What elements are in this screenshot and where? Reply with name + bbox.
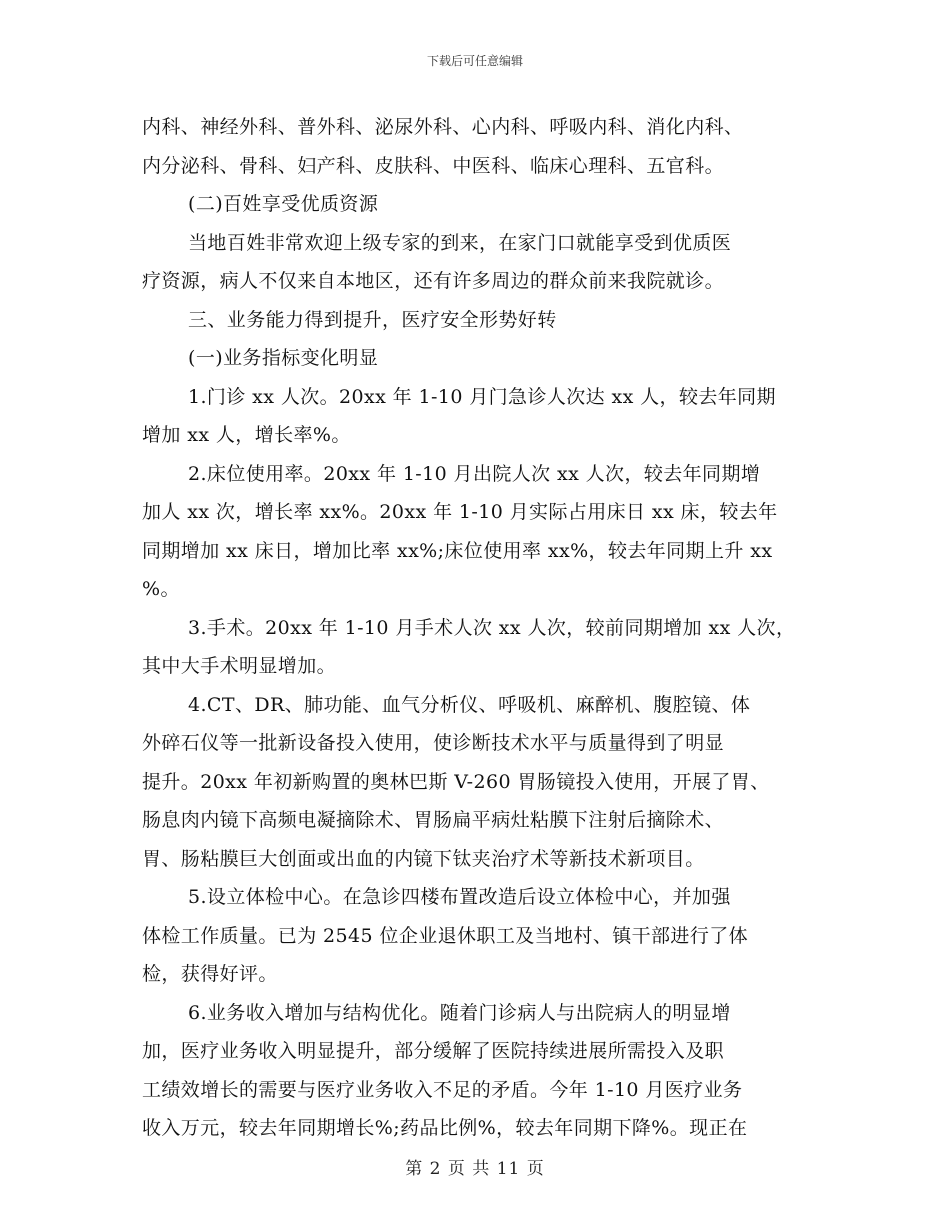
text-line: (二)百姓享受优质资源 bbox=[188, 193, 379, 215]
text-line: 工绩效增长的需要与医疗业务收入不足的矛盾。今年 1-10 月医疗业务 bbox=[142, 1078, 743, 1101]
text-line: 当地百姓非常欢迎上级专家的到来，在家门口就能享受到优质医 bbox=[188, 231, 732, 254]
text-line: 检，获得好评。 bbox=[142, 963, 278, 985]
text-line: 5.设立体检中心。在急诊四楼布置改造后设立体检中心，并加强 bbox=[188, 886, 731, 908]
text-line: 体检工作质量。已为 2545 位企业退休职工及当地村、镇干部进行了体 bbox=[142, 924, 749, 947]
text-line: 收入万元，较去年同期增长%;药品比例%，较去年同期下降%。现正在 bbox=[142, 1117, 748, 1139]
text-line: 外碎石仪等一批新设备投入使用，使诊断技术水平与质量得到了明显 bbox=[142, 732, 725, 754]
document-body bbox=[142, 108, 814, 1148]
text-line: 增加 xx 人，增长率%。 bbox=[142, 424, 351, 446]
text-line: 内分泌科、骨科、妇产科、皮肤科、中医科、临床心理科、五官科。 bbox=[142, 154, 725, 177]
text-line: 6.业务收入增加与结构优化。随着门诊病人与出院病人的明显增 bbox=[188, 1001, 731, 1024]
text-line: 同期增加 xx 床日，增加比率 xx%;床位使用率 xx%，较去年同期上升 xx bbox=[142, 539, 773, 562]
text-line: 提升。20xx 年初新购置的奥林巴斯 V-260 胃肠镜投入使用，开展了胃、 bbox=[142, 770, 770, 793]
text-line: 肠息肉内镜下高频电凝摘除术、胃肠扁平病灶粘膜下注射后摘除术、 bbox=[142, 809, 725, 831]
page-header: 下载后可任意编辑 bbox=[426, 54, 523, 68]
text-line: 内科、神经外科、普外科、泌尿外科、心内科、呼吸内科、消化内科、 bbox=[142, 116, 744, 138]
text-line: 2.床位使用率。20xx 年 1-10 月出院人次 xx 人次，较去年同期增 bbox=[188, 462, 761, 485]
text-line: 1.门诊 xx 人次。20xx 年 1-10 月门急诊人次达 xx 人，较去年同期 bbox=[188, 385, 776, 408]
text-line: 4.CT、DR、肺功能、血气分析仪、呼吸机、麻醉机、腹腔镜、体 bbox=[188, 693, 751, 716]
text-line: 其中大手术明显增加。 bbox=[142, 655, 337, 677]
text-line: 疗资源，病人不仅来自本地区，还有许多周边的群众前来我院就诊。 bbox=[142, 270, 725, 292]
text-line: %。 bbox=[142, 578, 180, 600]
text-line: 三、业务能力得到提升，医疗安全形势好转 bbox=[188, 308, 557, 331]
text-line: (一)业务指标变化明显 bbox=[188, 347, 379, 369]
page-footer: 第 2 页 共 11 页 bbox=[405, 1159, 545, 1179]
text-line: 3.手术。20xx 年 1-10 月手术人次 xx 人次，较前同期增加 xx 人次， bbox=[188, 616, 796, 639]
text-line: 加，医疗业务收入明显提升，部分缓解了医院持续进展所需投入及职 bbox=[142, 1040, 725, 1062]
text-line: 加人 xx 次，增长率 xx%。20xx 年 1-10 月实际占用床日 xx 床，较去年 bbox=[142, 501, 778, 523]
text-line: 胃、肠粘膜巨大创面或出血的内镜下钛夹治疗术等新技术新项目。 bbox=[142, 847, 705, 870]
